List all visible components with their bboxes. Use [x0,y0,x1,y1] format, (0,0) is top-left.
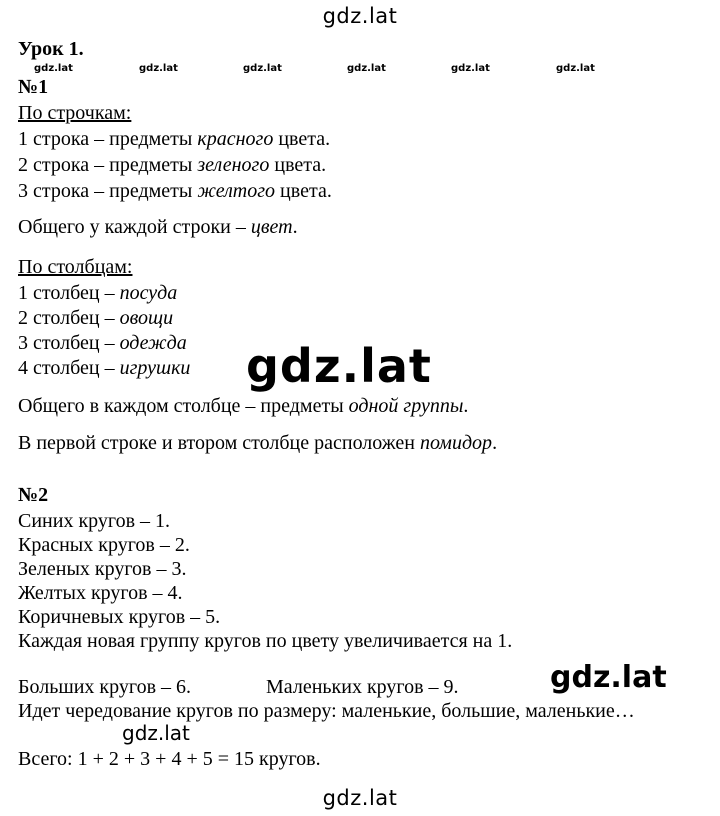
watermark-medium: gdz.lat [122,721,190,745]
task1-answer: В первой строке и втором столбце расположен помидор. [18,432,498,454]
watermark-top: gdz.lat [322,4,398,28]
col-line: 3 столбец – одежда [18,332,187,354]
watermark-small: gdz.lat [451,63,490,74]
col-line: 1 столбец – посуда [18,282,178,304]
task2-line: Синих кругов – 1. [18,510,171,532]
watermark-small: gdz.lat [34,63,73,74]
watermark-large: gdz.lat [246,339,432,393]
col-line: 4 столбец – игрушки [18,357,191,379]
cols-common: Общего в каждом столбце – предметы одной группы. [18,395,469,417]
task-number: №1 [18,76,49,98]
task2-line: Зеленых кругов – 3. [18,558,187,580]
watermark-small: gdz.lat [556,63,595,74]
col-line: 2 столбец – овощи [18,307,174,329]
big-circles: Больших кругов – 6. [18,676,192,698]
watermark-large: gdz.lat [550,660,667,695]
watermark-small: gdz.lat [347,63,386,74]
rows-heading: По строчкам: [18,102,132,124]
task2-line: Желтых кругов – 4. [18,582,183,604]
cols-heading: По столбцам: [18,256,133,278]
watermark-small: gdz.lat [139,63,178,74]
lesson-title: Урок 1. [18,38,84,60]
watermark-bottom: gdz.lat [322,786,398,810]
task-number: №2 [18,484,49,506]
task2-line: Каждая новая группу кругов по цвету увеличивается на 1. [18,630,513,652]
rows-common: Общего у каждой строки – цвет. [18,216,298,238]
watermark-small: gdz.lat [243,63,282,74]
alternation-line: Идет чередование кругов по размеру: маленькие, большие, маленькие… [18,700,635,722]
row-line: 3 строка – предметы желтого цвета. [18,180,332,202]
task2-line: Коричневых кругов – 5. [18,606,221,628]
total-line: Всего: 1 + 2 + 3 + 4 + 5 = 15 кругов. [18,748,321,770]
row-line: 1 строка – предметы красного цвета. [18,128,331,150]
row-line: 2 строка – предметы зеленого цвета. [18,154,327,176]
task2-line: Красных кругов – 2. [18,534,190,556]
small-circles: Маленьких кругов – 9. [266,676,459,698]
